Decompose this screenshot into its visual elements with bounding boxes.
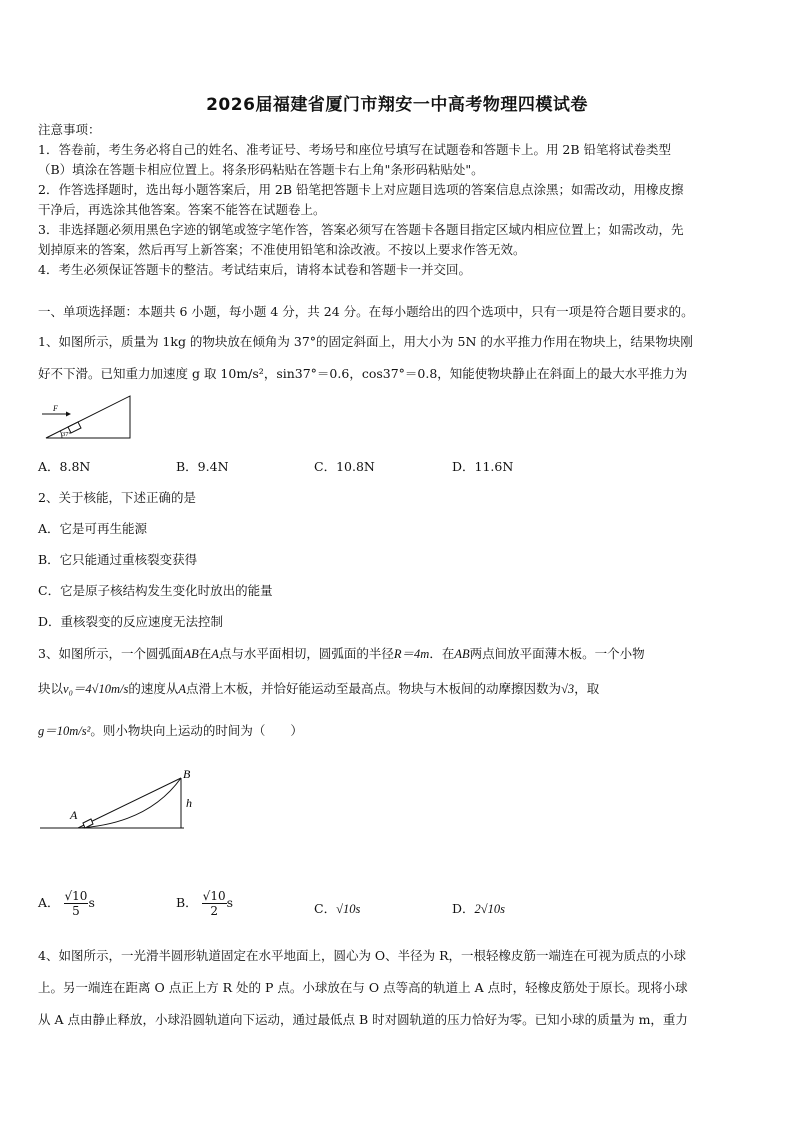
q3-friction-coefficient: √3 [561, 682, 575, 696]
exam-title: 2026届福建省厦门市翔安一中高考物理四模试卷 [206, 95, 588, 115]
q3-option-b [176, 889, 233, 918]
numerator: √10 [64, 889, 88, 903]
q3-label-b: B [183, 767, 191, 781]
notice-line: （B）填涂在答题卡相应位置上。将条形码粘贴在答题卡右上角"条形码粘贴处"。 [38, 162, 484, 177]
q4-stem-line: 上。另一端连在距离 O 点正上方 R 处的 P 点。小球放在与 O 点等高的轨道上 A 点时，轻橡皮筋处于原长。现将小球 [38, 980, 688, 995]
option-label: C． [314, 901, 337, 916]
q2-option-a: A．它是可再生能源 [38, 521, 148, 536]
q3-point-a: A [211, 647, 219, 661]
q3-radius: R＝4m [393, 647, 430, 661]
q3-stem-line-3 [38, 723, 303, 739]
q3-option-c-value: √10s [336, 902, 361, 916]
q3-text: 点与水平面相切，圆弧面的半径 [218, 646, 394, 661]
q4-stem-line: 4、如图所示，一光滑半圆形轨道固定在水平地面上，圆心为 O、半径为 R，一根轻橡皮筋一端连在可视为质点的小球 [38, 948, 687, 963]
notice-line: 划掉原来的答案，然后再写上新答案；不准使用铅笔和涂改液。不按以上要求作答无效。 [38, 242, 526, 257]
notice-line: 2．作答选择题时，选出每小题答案后，用 2B 铅笔把答题卡上对应题目选项的答案信息点涂黑；如需改动，用橡皮擦 [38, 182, 684, 197]
q1-stem-line: 好不下滑。已知重力加速度 g 取 10m/s²，sin37°＝0.6，cos37°＝0.8，知能使物块静止在斜面上的最大水平推力为 [38, 366, 688, 381]
notice-line: 3．非选择题必须用黑色字迹的钢笔或签字笔作答，答案必须写在答题卡各题目指定区域内相应位置上；如需改动，先 [38, 222, 684, 237]
q3-text: ，取 [574, 681, 600, 696]
q1-angle-label: 37° [62, 431, 72, 438]
q3-option-c [314, 901, 360, 917]
section-heading: 一、单项选择题：本题共 6 小题，每小题 4 分，共 24 分。在每小题给出的四个选项中，只有一项是符合题目要求的。 [38, 304, 694, 319]
q3-arc-figure [38, 764, 198, 834]
q3-text: 3、如图所示，一个圆弧面 [38, 646, 184, 661]
denominator: 5 [72, 904, 80, 918]
numerator: √10 [202, 889, 226, 903]
q2-option-c: C．它是原子核结构发生变化时放出的能量 [38, 583, 273, 598]
q3-option-d-value: 2√10s [474, 902, 506, 916]
q3-option-b-fraction [202, 889, 227, 918]
notice-line: 4．考生必须保证答题卡的整洁。考试结束后，请将本试卷和答题卡一并交回。 [38, 262, 471, 277]
q2-option-b: B．它只能通过重核裂变获得 [38, 552, 198, 567]
q3-arc-ab: AB [454, 647, 470, 661]
notice-line: 干净后，再选涂其他答案。答案不能答在试题卷上。 [38, 202, 326, 217]
q3-option-d [452, 901, 505, 917]
denominator: 2 [210, 904, 218, 918]
notice-heading: 注意事项： [38, 122, 101, 137]
q3-text: 在 [198, 646, 212, 661]
q3-stem-line-1 [38, 646, 645, 662]
q1-option-d: D．11.6N [452, 459, 514, 474]
q3-option-a-fraction [64, 889, 89, 918]
q3-arc-ab: AB [183, 647, 199, 661]
q3-label-a: A [70, 808, 78, 822]
q3-text: 的速度从 [128, 681, 179, 696]
q2-stem: 2、关于核能，下述正确的是 [38, 490, 196, 505]
q4-stem-line: 从 A 点由静止释放，小球沿圆轨道向下运动，通过最低点 B 时对圆轨道的压力恰好为零。已知小球的质量为 m，重力 [38, 1012, 688, 1027]
q1-option-a: A．8.8N [38, 459, 91, 474]
notice-line: 1．答卷前，考生务必将自己的姓名、准考证号、考场号和座位号填写在试题卷和答题卡上。用 2B 铅笔将试卷类型 [38, 142, 672, 157]
q3-text: 块以 [38, 681, 64, 696]
q3-text: 两点间放平面薄木板。一个小物 [469, 646, 645, 661]
q3-text: ．在 [429, 646, 455, 661]
option-label: B． [176, 895, 198, 910]
q3-point-a: A [178, 682, 187, 696]
q3-text: 点滑上木板，并恰好能运动至最高点。物块与木板间的动摩擦因数为 [186, 681, 562, 696]
q3-text: 。则小物块向上运动的时间为（ ） [90, 723, 303, 738]
q3-label-h: h [186, 796, 192, 810]
option-label: A． [38, 895, 60, 910]
q1-incline-figure [40, 394, 140, 442]
q1-force-label: F [53, 404, 58, 413]
option-label: D． [452, 901, 475, 916]
q3-option-a [38, 889, 95, 918]
unit: s [88, 895, 95, 910]
unit: s [226, 895, 234, 910]
q2-option-d: D．重核裂变的反应速度无法控制 [38, 614, 224, 629]
q3-stem-line-2 [38, 681, 599, 697]
q1-stem-line: 1、如图所示，质量为 1kg 的物块放在倾角为 37°的固定斜面上，用大小为 5N 的水平推力作用在物块上，结果物块刚 [38, 334, 693, 349]
q1-option-b: B．9.4N [176, 459, 229, 474]
q3-initial-velocity: v₀＝4√10m/s [63, 682, 129, 696]
q3-gravity: g＝10m/s² [38, 724, 91, 738]
q1-option-c: C．10.8N [314, 459, 375, 474]
